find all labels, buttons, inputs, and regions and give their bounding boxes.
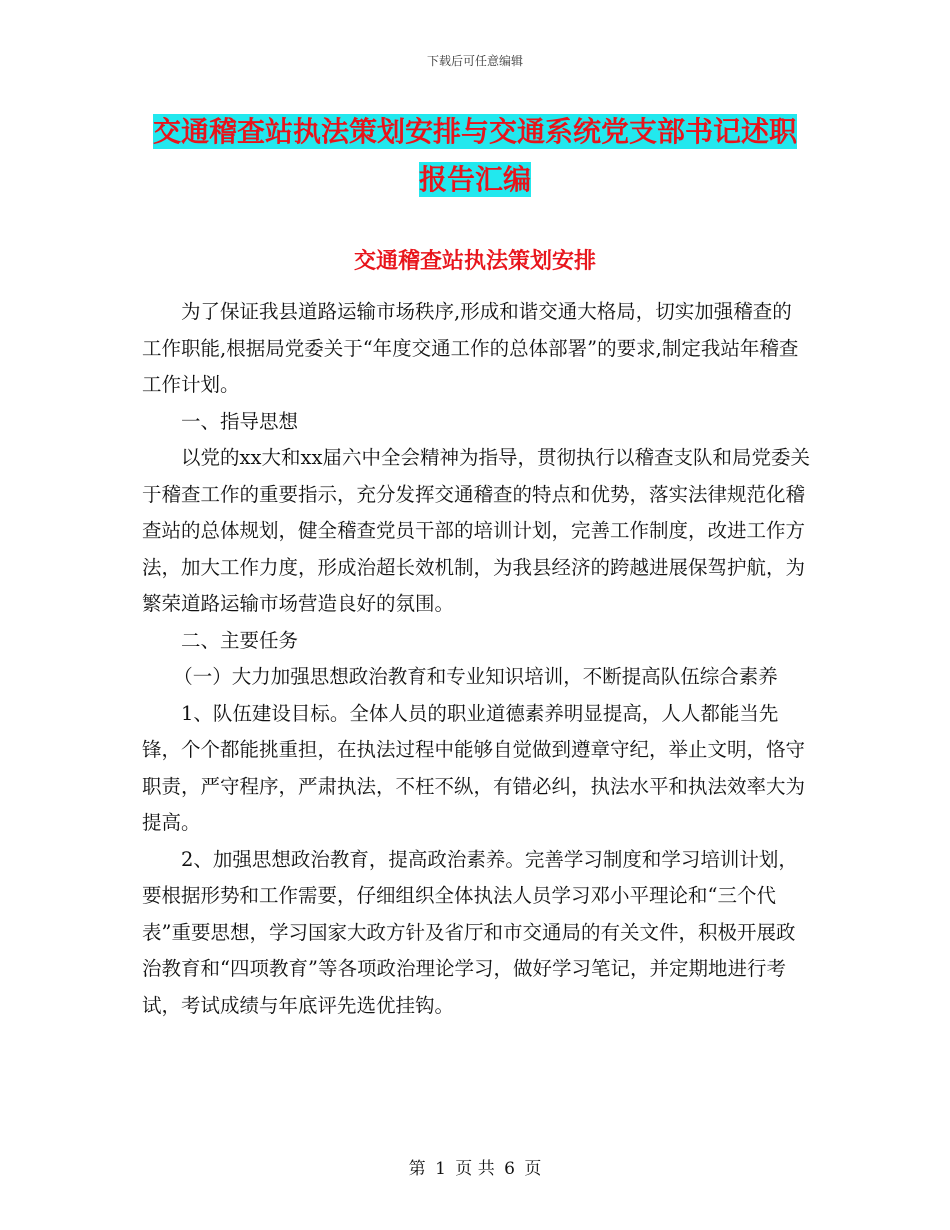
header-note: 下载后可任意编辑	[426, 54, 523, 68]
paragraph-task-1: （一）大力加强思想政治教育和专业知识培训，不断提高队伍综合素养	[173, 665, 778, 688]
footer-mid: 页 共	[455, 1159, 495, 1179]
paragraph-team-building: 1、队伍建设目标。全体人员的职业道德素养明显提高，人人都能当先锋，个个都能挑重担，在执法过程中能够自觉做到遵章守纪，举止文明，恪守职责，严守程序，严肃执法，不枉不纵，有错必纠，执法水平和执法效率大为提高。	[142, 701, 806, 834]
document-title	[0, 108, 950, 204]
heading-guiding-thought: 一、指导思想	[181, 409, 299, 433]
footer-suffix: 页	[524, 1159, 542, 1179]
section-title: 交通稽查站执法策划安排	[353, 249, 596, 274]
title-line-1: 交通稽查站执法策划安排与交通系统党支部书记述职	[152, 115, 797, 148]
footer-page-number: 1	[435, 1159, 446, 1179]
paragraph-political-education: 2、加强思想政治教育，提高政治素养。完善学习制度和学习培训计划，要根据形势和工作需要，仔细组织全体执法人员学习邓小平理论和“三个代表”重要思想，学习国家大政方针及省厅和市交通局的有关文件，积极开展政治教育和“四项教育”等各项政治理论学习，做好学习笔记，并定期地进行考试，考试成绩与年底评先选优挂钩。	[142, 847, 798, 1017]
page-footer	[0, 1154, 950, 1179]
paragraph-intro: 为了保证我县道路运输市场秩序,形成和谐交通大格局，切实加强稽查的工作职能,根据局党委关于“年度交通工作的总体部署”的要求,制定我站年稽查工作计划。	[142, 300, 799, 396]
footer-total-pages: 6	[504, 1159, 515, 1179]
footer-prefix: 第	[408, 1159, 426, 1179]
heading-main-tasks: 二、主要任务	[181, 628, 299, 652]
paragraph-guiding-thought: 以党的xx大和xx届六中全会精神为指导，贯彻执行以稽查支队和局党委关于稽查工作的重要指示，充分发挥交通稽查的特点和优势，落实法律规范化稽查站的总体规划，健全稽查党员干部的培训计划，完善工作制度，改进工作方法，加大工作力度，形成治超长效机制，为我县经济的跨越进展保驾护航，为繁荣道路运输市场营造良好的氛围。	[142, 446, 810, 615]
title-line-2: 报告汇编	[418, 163, 531, 196]
document-body	[142, 294, 810, 1024]
